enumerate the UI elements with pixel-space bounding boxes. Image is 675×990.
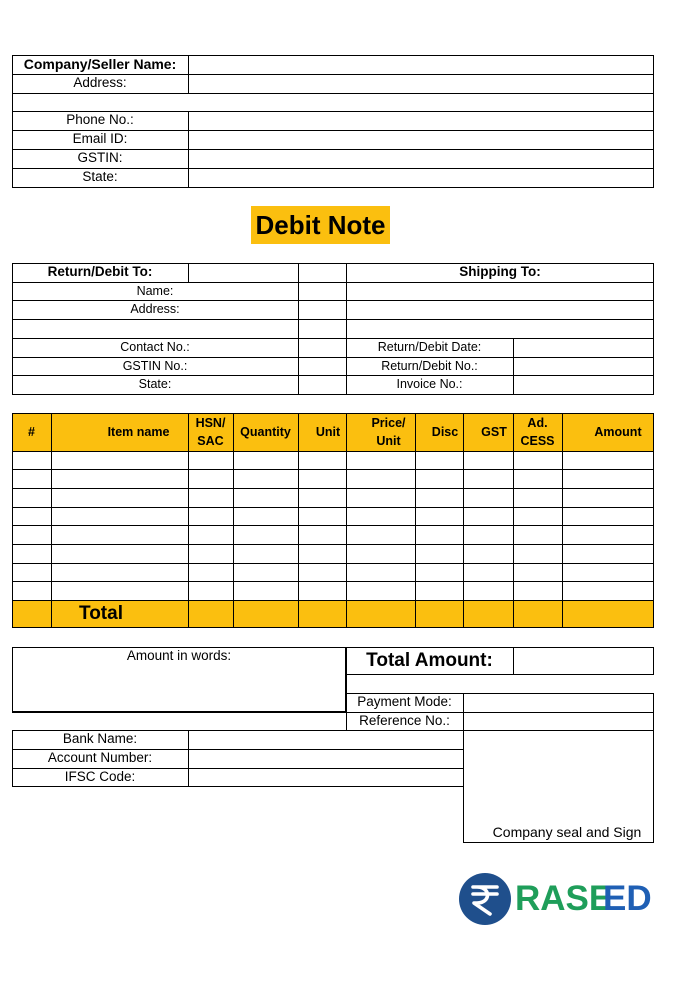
- company-name-label: Company/Seller Name:: [23, 56, 177, 72]
- buyer-address-label: Address:: [130, 302, 180, 316]
- amount-in-words-label: Amount in words:: [126, 648, 232, 663]
- logo-text-rase: RASE: [515, 879, 613, 918]
- email-field[interactable]: [189, 131, 653, 149]
- table-row[interactable]: [13, 452, 653, 469]
- buyer-state-label: State:: [138, 377, 172, 391]
- document-title: Debit Note: [251, 206, 390, 244]
- ifsc-code-field[interactable]: [189, 769, 463, 786]
- debit-date-field[interactable]: [514, 339, 653, 357]
- col-header-price-unit: Price/ Unit: [371, 416, 406, 448]
- col-header-gst: GST: [481, 425, 507, 439]
- seller-gstin-field[interactable]: [189, 150, 653, 168]
- total-label: Total: [79, 603, 123, 624]
- seller-state-label: State:: [82, 169, 118, 184]
- table-row[interactable]: [13, 545, 653, 563]
- seller-gstin-label: GSTIN:: [77, 150, 123, 165]
- reference-number-label: Reference No.:: [359, 713, 450, 728]
- seller-state-field[interactable]: [189, 169, 653, 187]
- company-seal-label: Company seal and Sign: [492, 824, 642, 840]
- col-header-ad-cess: Ad. CESS: [520, 416, 555, 448]
- ifsc-code-label: IFSC Code:: [64, 769, 136, 784]
- bank-name-field[interactable]: [189, 731, 463, 749]
- phone-field[interactable]: [189, 112, 653, 130]
- reference-number-field[interactable]: [464, 713, 653, 730]
- return-to-label: Return/Debit To:: [47, 264, 153, 279]
- account-number-field[interactable]: [189, 750, 463, 768]
- table-row[interactable]: [13, 489, 653, 507]
- col-header-number: #: [28, 425, 35, 439]
- col-header-disc: Disc: [431, 425, 459, 439]
- seller-address-field[interactable]: [189, 75, 653, 111]
- col-header-quantity: Quantity: [240, 425, 291, 439]
- col-header-hsn-sac: HSN/ SAC: [195, 416, 226, 448]
- table-row[interactable]: [13, 470, 653, 488]
- buyer-name-label: Name:: [136, 284, 174, 298]
- company-name-field[interactable]: [189, 56, 653, 74]
- table-row[interactable]: [13, 564, 653, 581]
- buyer-gstin-label: GSTIN No.:: [122, 359, 188, 373]
- return-to-field[interactable]: [189, 264, 298, 282]
- invoice-number-label: Invoice No.:: [396, 377, 463, 391]
- seller-address-label: Address:: [73, 75, 127, 90]
- raseed-logo: [458, 872, 663, 926]
- contact-label: Contact No.:: [120, 340, 190, 354]
- account-number-label: Account Number:: [47, 750, 153, 765]
- payment-mode-field[interactable]: [464, 694, 653, 712]
- debit-number-label: Return/Debit No.:: [381, 359, 478, 373]
- amount-in-words-field[interactable]: [14, 666, 344, 710]
- shipping-to-label: Shipping To:: [459, 264, 541, 279]
- invoice-number-field[interactable]: [514, 376, 653, 394]
- table-row[interactable]: [13, 508, 653, 525]
- debit-date-label: Return/Debit Date:: [377, 340, 482, 354]
- total-amount-field[interactable]: [514, 648, 653, 674]
- logo-text-ed: ED: [603, 879, 652, 918]
- col-header-unit: Unit: [315, 425, 341, 439]
- table-row[interactable]: [13, 526, 653, 544]
- table-row[interactable]: [13, 582, 653, 600]
- total-amount-label: Total Amount:: [366, 650, 493, 671]
- phone-label: Phone No.:: [66, 112, 134, 127]
- rupee-icon: [458, 872, 512, 926]
- debit-number-field[interactable]: [514, 358, 653, 375]
- col-header-amount: Amount: [594, 425, 642, 439]
- payment-mode-label: Payment Mode:: [357, 694, 452, 709]
- col-header-item-name: Item name: [107, 425, 170, 439]
- bank-name-label: Bank Name:: [62, 731, 138, 746]
- email-label: Email ID:: [72, 131, 128, 146]
